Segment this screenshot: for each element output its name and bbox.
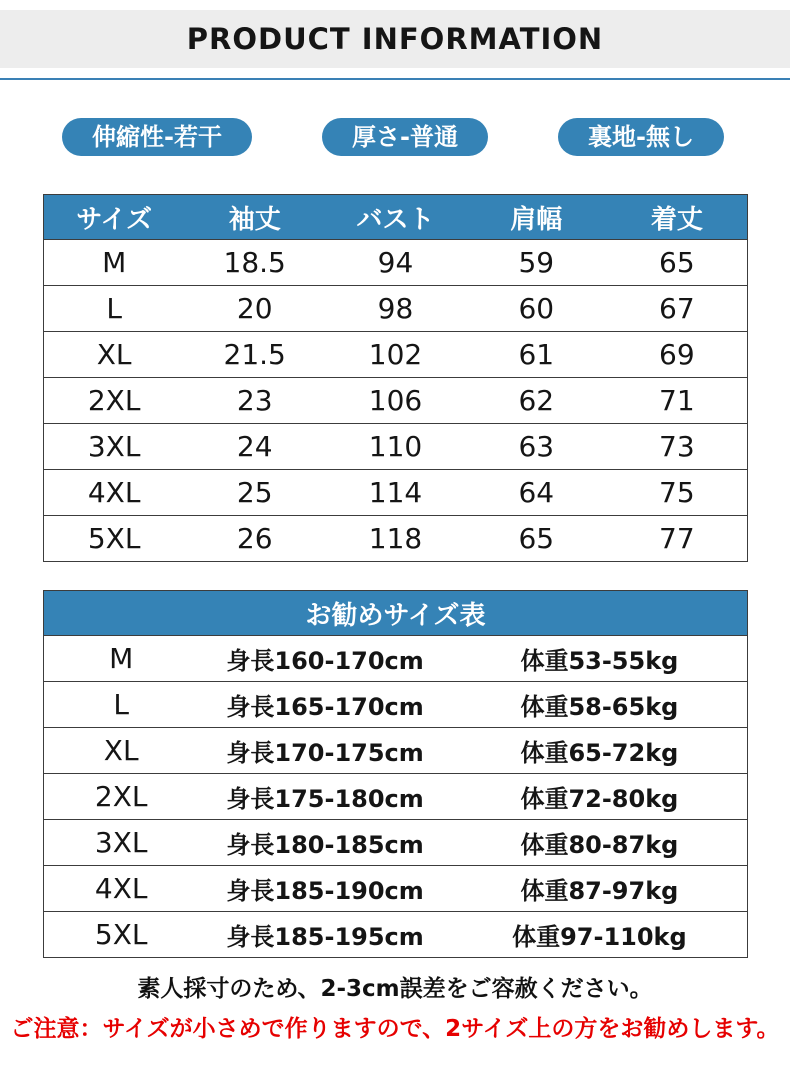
size-cell: 21.5 — [184, 332, 325, 378]
size-cell: 61 — [466, 332, 607, 378]
size-cell: 69 — [607, 332, 748, 378]
size-cell: 62 — [466, 378, 607, 424]
badge-thickness: 厚さ-普通 — [322, 118, 488, 156]
rec-size-cell: 5XL — [44, 912, 199, 958]
size-cell: 3XL — [44, 424, 185, 470]
table-row — [44, 866, 748, 912]
size-cell: 106 — [325, 378, 466, 424]
rec-height-cell: 身長180-185cm — [198, 820, 451, 866]
size-table — [43, 194, 748, 562]
size-cell: 63 — [466, 424, 607, 470]
page-title: PRODUCT INFORMATION — [186, 22, 604, 56]
table-row — [44, 728, 748, 774]
rec-height-cell: 身長185-190cm — [198, 866, 451, 912]
size-cell: 67 — [607, 286, 748, 332]
size-cell: 73 — [607, 424, 748, 470]
rec-weight-cell: 体重58-65kg — [452, 682, 748, 728]
rec-height-cell: 身長185-195cm — [198, 912, 451, 958]
rec-size-cell: 2XL — [44, 774, 199, 820]
rec-height-cell: 身長170-175cm — [198, 728, 451, 774]
rec-size-cell: 4XL — [44, 866, 199, 912]
size-table-header-cell: サイズ — [44, 195, 185, 240]
size-cell: 4XL — [44, 470, 185, 516]
size-cell: XL — [44, 332, 185, 378]
table-row — [44, 240, 748, 286]
size-cell: 110 — [325, 424, 466, 470]
size-table-header-cell: 袖丈 — [184, 195, 325, 240]
size-cell: 94 — [325, 240, 466, 286]
table-row — [44, 332, 748, 378]
size-cell: 102 — [325, 332, 466, 378]
table-row — [44, 378, 748, 424]
size-table-header-cell: 着丈 — [607, 195, 748, 240]
rec-size-cell: M — [44, 636, 199, 682]
rec-height-cell: 身長175-180cm — [198, 774, 451, 820]
rec-size-cell: L — [44, 682, 199, 728]
recommend-table-title: お勧めサイズ表 — [44, 591, 748, 636]
size-cell: 18.5 — [184, 240, 325, 286]
size-cell: 5XL — [44, 516, 185, 562]
size-cell: 64 — [466, 470, 607, 516]
size-cell: 98 — [325, 286, 466, 332]
size-cell: 75 — [607, 470, 748, 516]
size-cell: 2XL — [44, 378, 185, 424]
rec-weight-cell: 体重87-97kg — [452, 866, 748, 912]
badge-lining: 裏地-無し — [558, 118, 724, 156]
rec-weight-cell: 体重65-72kg — [452, 728, 748, 774]
warning-note: ご注意：サイズが小さめで作りますので、2サイズ上の方をお勧めします。 — [10, 1016, 780, 1042]
rec-weight-cell: 体重53-55kg — [452, 636, 748, 682]
size-cell: 60 — [466, 286, 607, 332]
feature-badges — [62, 118, 724, 156]
size-cell: 59 — [466, 240, 607, 286]
size-table-header-cell: 肩幅 — [466, 195, 607, 240]
measurement-note: 素人採寸のため、2-3cm誤差をご容赦ください。 — [137, 976, 653, 1002]
size-table-header-row — [44, 195, 748, 240]
size-cell: 118 — [325, 516, 466, 562]
rec-weight-cell: 体重72-80kg — [452, 774, 748, 820]
size-cell: 20 — [184, 286, 325, 332]
table-row — [44, 820, 748, 866]
size-cell: 77 — [607, 516, 748, 562]
rec-weight-cell: 体重80-87kg — [452, 820, 748, 866]
size-table-header-cell: バスト — [325, 195, 466, 240]
size-cell: M — [44, 240, 185, 286]
table-row — [44, 424, 748, 470]
title-bar — [0, 10, 790, 68]
rec-height-cell: 身長165-170cm — [198, 682, 451, 728]
rec-height-cell: 身長160-170cm — [198, 636, 451, 682]
size-cell: 26 — [184, 516, 325, 562]
size-cell: 114 — [325, 470, 466, 516]
rec-size-cell: 3XL — [44, 820, 199, 866]
size-cell: 25 — [184, 470, 325, 516]
table-row — [44, 774, 748, 820]
table-row — [44, 516, 748, 562]
recommend-table-header-row — [44, 591, 748, 636]
size-cell: 71 — [607, 378, 748, 424]
size-cell: 65 — [466, 516, 607, 562]
recommend-size-table — [43, 590, 748, 958]
badge-stretch: 伸縮性-若干 — [62, 118, 252, 156]
size-cell: 65 — [607, 240, 748, 286]
size-cell: L — [44, 286, 185, 332]
table-row — [44, 470, 748, 516]
rec-size-cell: XL — [44, 728, 199, 774]
table-row — [44, 636, 748, 682]
rec-weight-cell: 体重97-110kg — [452, 912, 748, 958]
size-cell: 24 — [184, 424, 325, 470]
table-row — [44, 682, 748, 728]
header-divider — [0, 78, 790, 80]
table-row — [44, 912, 748, 958]
size-cell: 23 — [184, 378, 325, 424]
table-row — [44, 286, 748, 332]
